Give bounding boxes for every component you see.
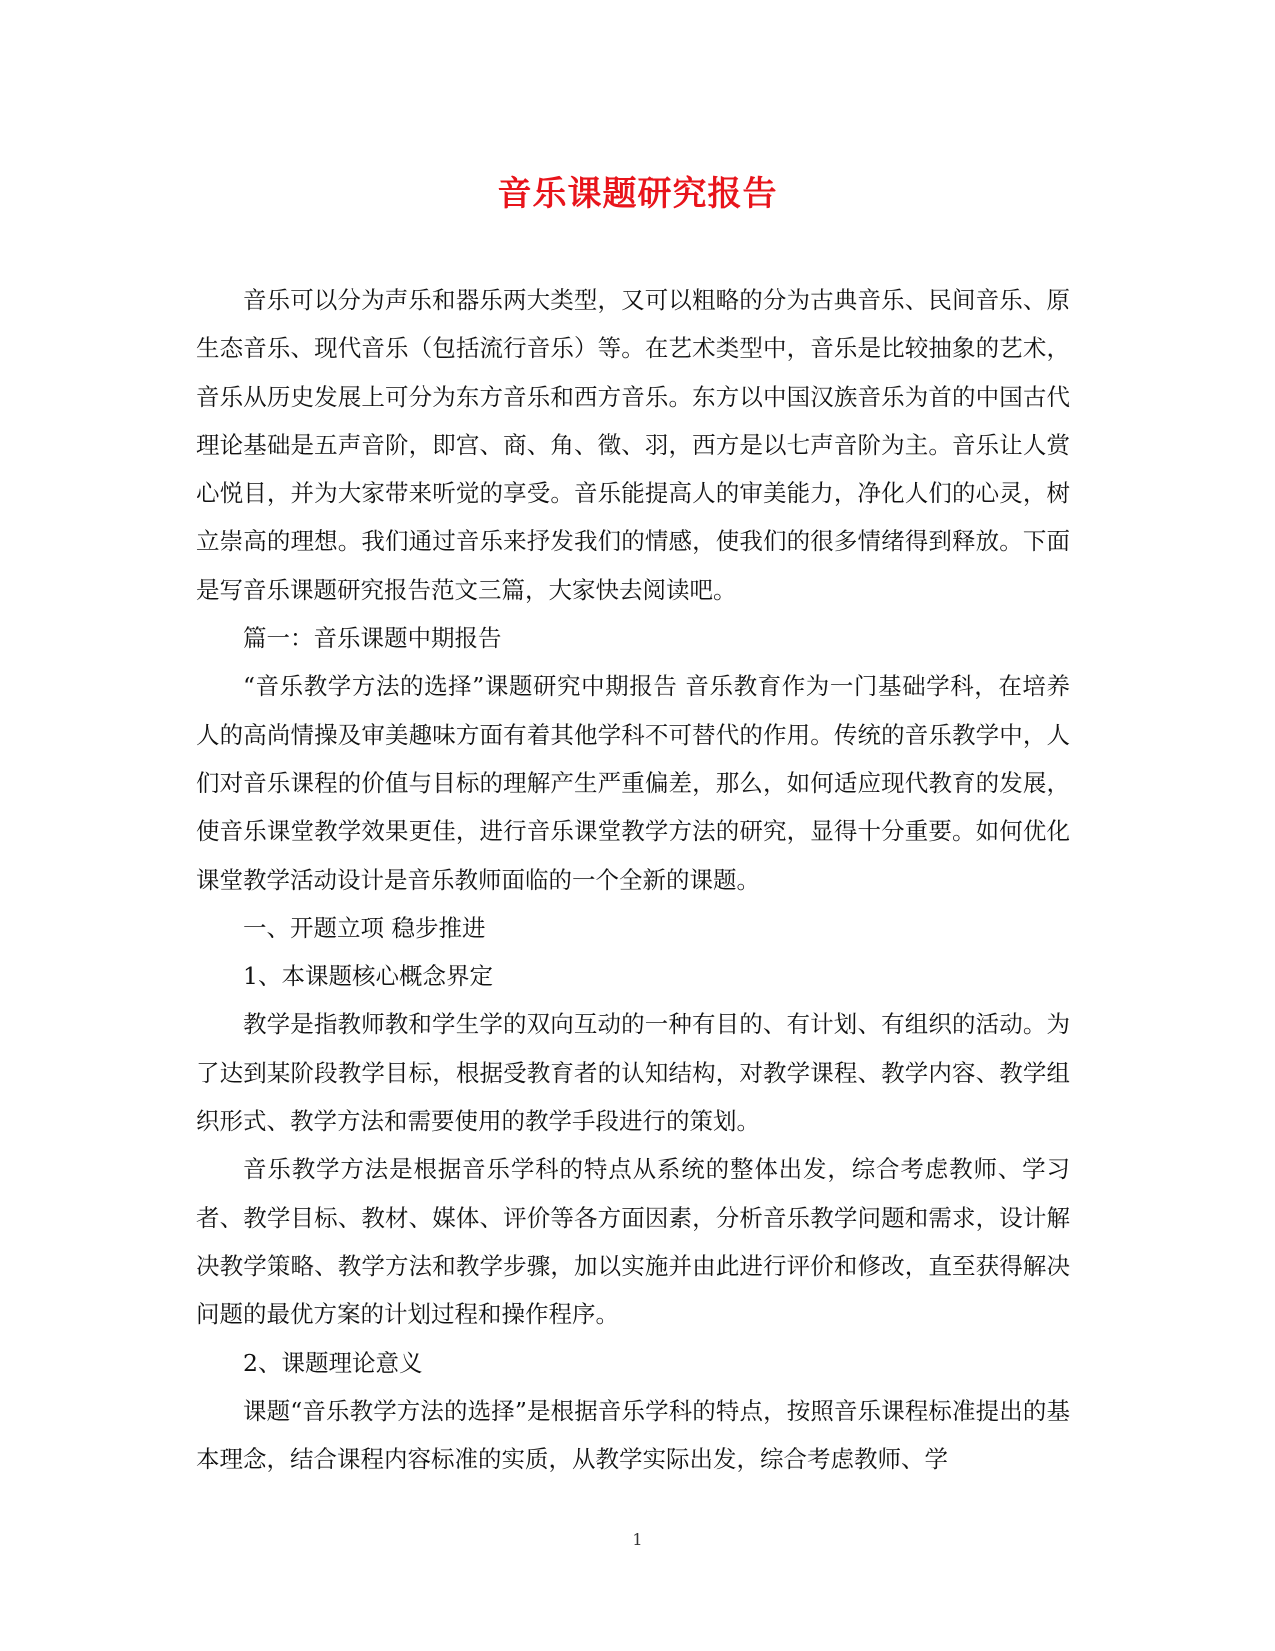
page-number: 1 [632,1530,643,1549]
definition-paragraph: 教学是指教师教和学生学的双向互动的一种有目的、有计划、有组织的活动。为了达到某阶段教学目标，根据受教育者的认知结构，对教学课程、教学内容、教学组织形式、教学方法和需要使用的教学手段进行的策划。 [196,1010,1070,1136]
document-title: 音乐课题研究报告 [497,174,778,214]
section-heading-part-one: 篇一：音乐课题中期报告 [243,624,502,653]
document-body [196,276,1070,1483]
report-intro-paragraph: “音乐教学方法的选择”课题研究中期报告 音乐教育作为一门基础学科，在培养人的高尚情操及审美趣味方面有着其他学科不可替代的作用。传统的音乐教学中，人们对音乐课程的价值与目标的理解产生严重偏差，那么，如何适应现代教育的发展，使音乐课堂教学效果更佳，进行音乐课堂教学方法的研究，显得十分重要。如何优化课堂教学活动设计是音乐教师面临的一个全新的课题。 [196,672,1070,894]
subsection-heading-1: 1、本课题核心概念界定 [243,962,493,991]
subsection-heading-2: 2、课题理论意义 [243,1348,423,1377]
method-paragraph: 音乐教学方法是根据音乐学科的特点从系统的整体出发，综合考虑教师、学习者、教学目标、教材、媒体、评价等各方面因素，分析音乐教学问题和需求，设计解决教学策略、教学方法和教学步骤，加以实施并由此进行评价和修改，直至获得解决问题的最优方案的计划过程和操作程序。 [196,1155,1070,1329]
section-heading-1: 一、开题立项 稳步推进 [243,913,486,942]
theory-paragraph: 课题“音乐教学方法的选择”是根据音乐学科的特点，按照音乐课程标准提出的基本理念，结合课程内容标准的实质，从教学实际出发，综合考虑教师、学 [196,1396,1070,1474]
intro-paragraph: 音乐可以分为声乐和器乐两大类型，又可以粗略的分为古典音乐、民间音乐、原生态音乐、现代音乐（包括流行音乐）等。在艺术类型中，音乐是比较抽象的艺术，音乐从历史发展上可分为东方音乐和西方音乐。东方以中国汉族音乐为首的中国古代理论基础是五声音阶，即宫、商、角、徵、羽，西方是以七声音阶为主。音乐让人赏心悦目，并为大家带来听觉的享受。音乐能提高人的审美能力，净化人们的心灵，树立崇高的理想。我们通过音乐来抒发我们的情感，使我们的很多情绪得到释放。下面是写音乐课题研究报告范文三篇，大家快去阅读吧。 [196,286,1070,604]
